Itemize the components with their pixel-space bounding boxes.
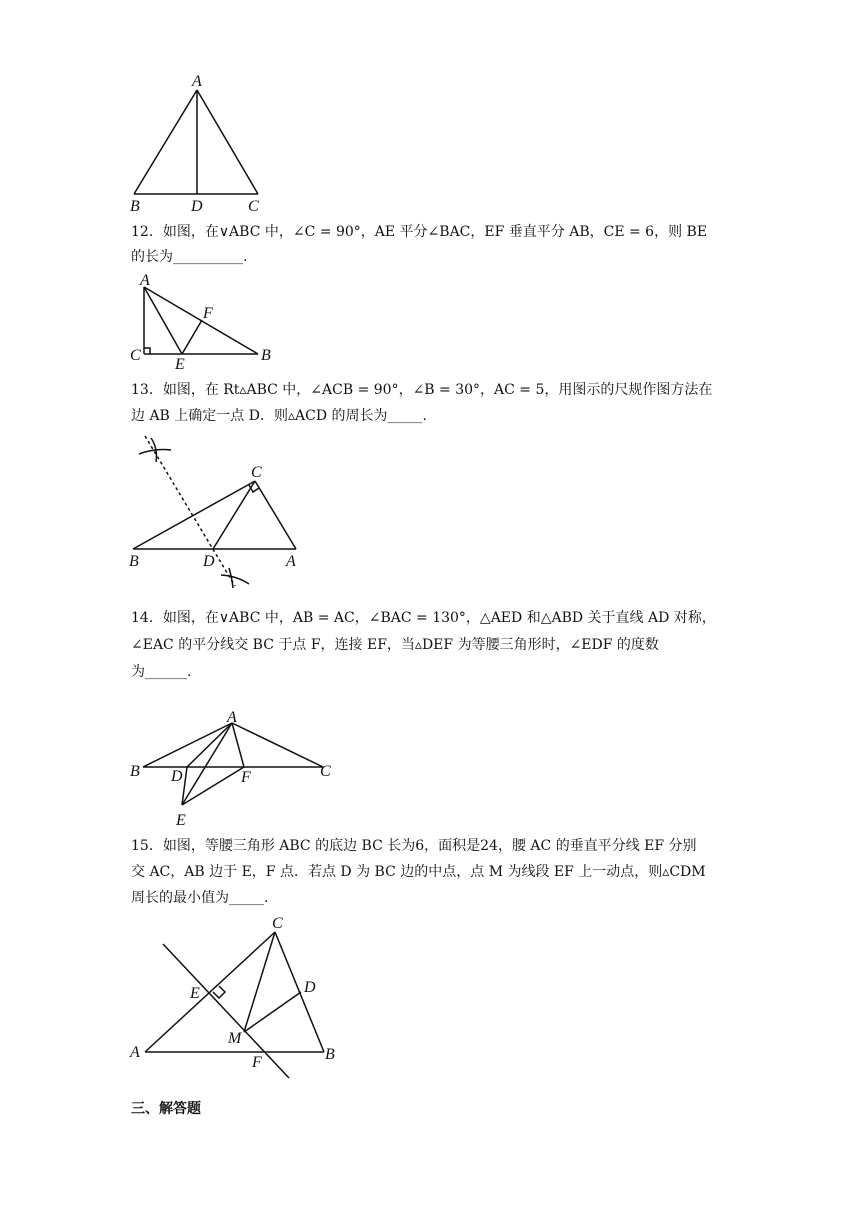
q15-line2: 交 AC，AB 边于 E，F 点．若点 D 为 BC 边的中点，点 M 为线段 EF 上一动点，则▵CDM <box>131 864 706 880</box>
figure-q12 <box>125 272 285 376</box>
label-E: E <box>176 812 186 829</box>
label-C: C <box>272 915 283 932</box>
label-A: A <box>227 709 237 726</box>
label-A: A <box>140 272 150 289</box>
label-M: M <box>228 1030 242 1047</box>
label-D: D <box>191 198 203 215</box>
label-F: F <box>203 305 213 322</box>
section-heading: 三、解答题 <box>131 1101 201 1117</box>
q12-line1: 12．如图，在∨ABC 中，∠C = 90°，AE 平分∠BAC，EF 垂直平分 AB，CE = 6，则 BE <box>131 224 708 240</box>
label-E: E <box>175 356 185 372</box>
label-A: A <box>130 1044 140 1061</box>
q12-line2: 的长为__________. <box>131 249 248 265</box>
label-D: D <box>203 553 215 570</box>
label-C: C <box>130 347 141 364</box>
label-F: F <box>252 1054 262 1071</box>
q14-line1: 14．如图，在∨ABC 中，AB = AC，∠BAC = 130°，△AED 和△ABD 关于直线 AD 对称， <box>131 610 716 626</box>
q15-line3: 周长的最小值为_____. <box>131 890 269 906</box>
q13-line1: 13．如图，在 Rt▵ABC 中，∠ACB = 90°，∠B = 30°，AC = 5，用图示的尺规作图方法在 <box>131 382 713 398</box>
label-A: A <box>192 73 202 90</box>
label-C: C <box>251 464 262 481</box>
label-B: B <box>129 553 139 570</box>
q13-line2: 边 AB 上确定一点 D．则▵ACD 的周长为_____. <box>131 408 427 424</box>
q14-line3: 为______. <box>131 664 192 680</box>
label-C: C <box>248 198 259 215</box>
label-A: A <box>286 553 296 570</box>
figure-q14 <box>125 706 345 835</box>
q14-line2: ∠EAC 的平分线交 BC 于点 F，连接 EF，当▵DEF 为等腰三角形时，∠EDF 的度数 <box>131 637 659 653</box>
figure-q15 <box>125 912 355 1086</box>
figure-q13 <box>125 428 315 592</box>
label-B: B <box>130 763 140 780</box>
label-D: D <box>304 979 316 996</box>
label-D: D <box>171 768 183 785</box>
label-C: C <box>320 763 331 780</box>
label-B: B <box>261 347 271 364</box>
label-B: B <box>325 1046 335 1063</box>
q15-line1: 15．如图，等腰三角形 ABC 的底边 BC 长为6，面积是24，腰 AC 的垂直平分线 EF 分别 <box>131 838 697 854</box>
figure-q11 <box>120 70 280 219</box>
label-B: B <box>130 198 140 215</box>
label-F: F <box>241 769 251 786</box>
label-E: E <box>190 985 200 1002</box>
